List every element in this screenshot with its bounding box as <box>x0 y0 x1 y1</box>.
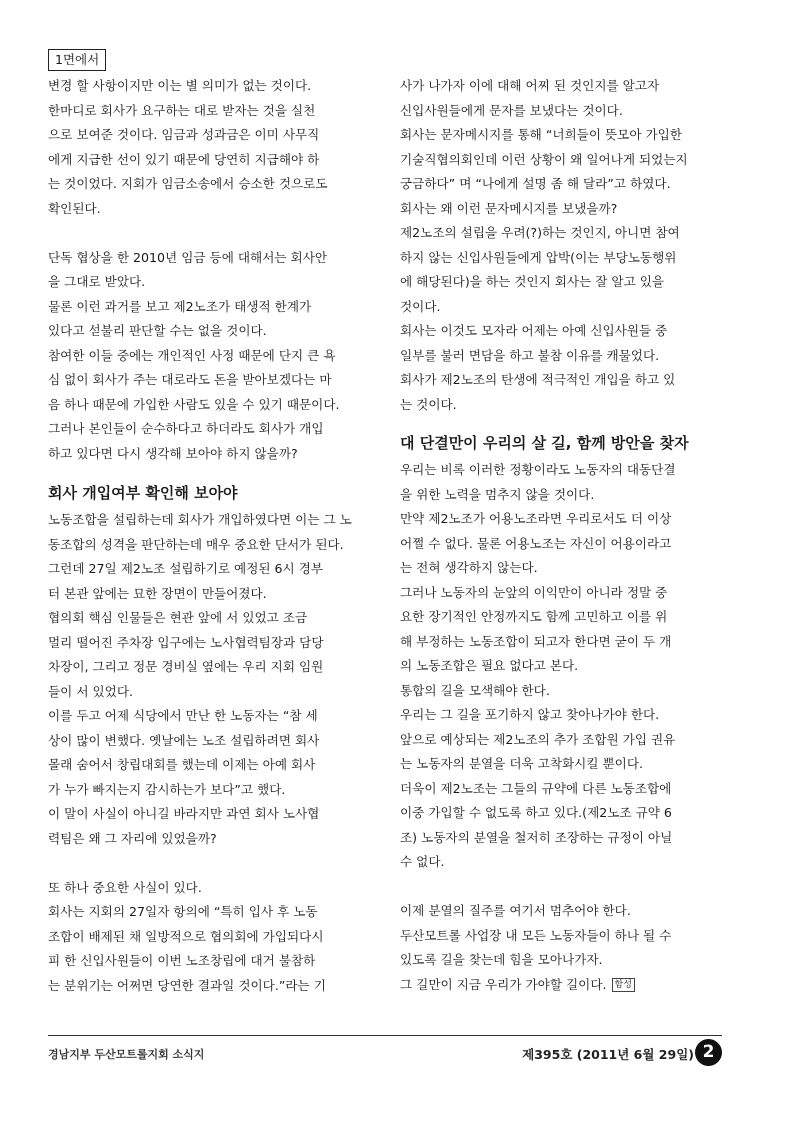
text-line: 더욱이 제2노조는 그들의 규약에 다른 노동조합에 <box>400 780 672 796</box>
text-line: 통합의 길을 모색해야 한다. <box>400 682 550 698</box>
text-line: 에게 지급한 선이 있기 때문에 당연히 지급해야 하 <box>48 151 320 167</box>
text-line: 멀리 떨어진 주차장 입구에는 노사협력팀장과 담당 <box>48 634 324 650</box>
text-line: 는 노동자의 분열을 더욱 고착화시킬 뿐이다. <box>400 756 643 771</box>
text-line: 어쩔 수 없다. 물론 어용노조는 자신이 어용이라고 <box>400 535 672 551</box>
left-para-4 <box>48 876 370 999</box>
text-line: 사가 나가자 이에 대해 어찌 된 것인지를 알고자 <box>400 78 660 93</box>
text-line: 확인된다. <box>48 200 101 216</box>
text-line: 노동조합을 설립하는데 회사가 개입하였다면 이는 그 노 <box>48 512 352 527</box>
text-line: 또 하나 중요한 사실이 있다. <box>48 879 202 895</box>
text-line: 그런데 27일 제2노조 설립하기로 예정된 6시 경부 <box>48 561 324 576</box>
right-column <box>400 74 722 997</box>
text-line: 동조합의 성격을 판단하는데 매우 중요한 단서가 된다. <box>48 536 344 552</box>
text-line: 이를 두고 어제 식당에서 만난 한 노동자는 “참 세 <box>48 708 318 723</box>
text-line: 하고 있다면 다시 생각해 보아야 하지 않을까? <box>48 445 298 461</box>
text-line: 는 것이다. <box>400 396 457 412</box>
text-line: 가 누가 빠지는지 감시하는가 보다”고 했다. <box>48 781 286 797</box>
text-line: 요한 장기적인 안정까지도 함께 고민하고 이를 위 <box>400 609 668 624</box>
page-number: 2 <box>695 1039 722 1066</box>
text-line: 차장이, 그리고 정문 경비실 옆에는 우리 지회 임원 <box>48 659 324 674</box>
text-line: 앞으로 예상되는 제2노조의 추가 조합원 가입 권유 <box>400 731 676 747</box>
text-line: 그러나 본인들이 순수하다고 하더라도 회사가 개입 <box>48 421 324 436</box>
text-line: 으로 보여준 것이다. 임금과 성과금은 이미 사무직 <box>48 127 320 142</box>
text-line: 심 없이 회사가 주는 대로라도 돈을 받아보겠다는 마 <box>48 372 332 387</box>
text-line: 력팀은 왜 그 자리에 있었을까? <box>48 830 217 846</box>
text-line: 조합이 배제된 채 일방적으로 협의회에 가입되다시 <box>48 928 324 944</box>
text-line: 일부를 불러 면담을 하고 불참 이유를 캐물었다. <box>400 347 660 363</box>
text-line: 참여한 이들 중에는 개인적인 사정 때문에 단지 큰 욕 <box>48 347 336 363</box>
left-column <box>48 74 370 998</box>
text-line: 회사는 왜 이런 문자메시지를 보냈을까? <box>400 200 618 216</box>
text-line: 협의회 핵심 인물들은 현관 앞에 서 있었고 조금 <box>48 610 308 625</box>
text-line: 몰래 숨어서 창립대회를 했는데 이제는 아예 회사 <box>48 757 316 772</box>
right-para-1 <box>400 74 722 417</box>
section-heading-great-unity: 대 단결만이 우리의 살 길, 함께 방안을 찾자 <box>400 434 689 452</box>
text-line: 그러나 노동자의 눈앞의 이익만이 아니라 정말 중 <box>400 584 668 600</box>
text-line: 한마디로 회사가 요구하는 대로 받자는 것을 실천 <box>48 102 316 118</box>
text-line: 을 그대로 받았다. <box>48 274 146 289</box>
text-line: 만약 제2노조가 어용노조라면 우리로서도 더 이상 <box>400 511 672 526</box>
text-line: 는 분위기는 어쩌면 당연한 결과일 것이다.”라는 기 <box>48 977 326 993</box>
left-para-1 <box>48 74 370 221</box>
text-line: 터 본관 앞에는 묘한 장면이 만들어졌다. <box>48 585 267 601</box>
left-para-3 <box>48 508 370 851</box>
text-line: 상이 많이 변했다. 옛날에는 노조 설립하려면 회사 <box>48 732 320 748</box>
newsletter-name: 경남지부 두산모트롤지회 소식지 <box>48 1048 205 1061</box>
text-line: 이제 분열의 질주를 여기서 멈추어야 한다. <box>400 903 631 918</box>
right-para-3 <box>400 899 722 997</box>
right-para-2 <box>400 458 722 875</box>
text-line: 있다고 섣불리 판단할 수는 없을 것이다. <box>48 323 267 338</box>
text-line: 해 부정하는 노동조합이 되고자 한다면 굳이 두 개 <box>400 633 672 649</box>
text-line: 있도록 길을 찾는데 힘을 모아나가자. <box>400 952 603 967</box>
text-line: 변경 할 사항이지만 이는 별 의미가 없는 것이다. <box>48 78 312 93</box>
text-line: 우리는 그 길을 포기하지 않고 찾아나가야 한다. <box>400 707 660 722</box>
text-line: 것이다. <box>400 298 441 314</box>
text-line: 피 한 신입사원들이 이번 노조창립에 대거 불참하 <box>48 953 316 968</box>
text-line: 신입사원들에게 문자를 보냈다는 것이다. <box>400 102 623 118</box>
text-line: 회사가 제2노조의 탄생에 적극적인 개입을 하고 있 <box>400 372 676 387</box>
author-signature: 함성 <box>612 978 635 992</box>
text-line: 의 노동조합은 필요 없다고 본다. <box>400 658 579 673</box>
text-line: 수 없다. <box>400 854 445 869</box>
text-line: 음 하나 때문에 가입한 사람도 있을 수 있기 때문이다. <box>48 396 340 412</box>
text-line: 기술직협의회인데 이런 상황이 왜 일어나게 되었는지 <box>400 151 688 167</box>
text-line: 우리는 비록 이러한 정황이라도 노동자의 대동단결 <box>400 462 676 477</box>
text-line: 는 것이었다. 지회가 임금소송에서 승소한 것으로도 <box>48 176 328 191</box>
text-line: 회사는 이것도 모자라 어제는 아예 신입사원들 중 <box>400 323 668 338</box>
section-heading-company-intervention: 회사 개입여부 확인해 보아야 <box>48 484 238 502</box>
text-line: 을 위한 노력을 멈추지 않을 것이다. <box>400 486 595 502</box>
text-line: 는 전혀 생각하지 않는다. <box>400 560 538 575</box>
text-line: 이중 가입할 수 없도록 하고 있다.(제2노조 규약 6 <box>400 805 672 820</box>
text-line: 에 해당된다)을 하는 것인지 회사는 잘 알고 있을 <box>400 274 665 289</box>
text-line: 회사는 문자메시지를 통해 “너희들이 뜻모아 가입한 <box>400 127 683 142</box>
text-line: 제2노조의 설립을 우려(?)하는 것인지, 아니면 참여 <box>400 225 680 240</box>
text-line: 들이 서 있었다. <box>48 683 134 699</box>
footer-rule <box>48 1035 722 1036</box>
text-line: 물론 이런 과거를 보고 제2노조가 태생적 한계가 <box>48 298 312 314</box>
text-line: 이 말이 사실이 아니길 바라지만 과연 회사 노사협 <box>48 806 320 821</box>
left-para-2 <box>48 246 370 467</box>
continued-from-tag: 1면에서 <box>48 49 106 71</box>
text-line: 단독 협상을 한 2010년 임금 등에 대해서는 회사안 <box>48 249 328 265</box>
text-line: 궁금하다” 며 “나에게 설명 좀 해 달라”고 하였다. <box>400 176 671 191</box>
text-line: 두산모트롤 사업장 내 모든 노동자들이 하나 될 수 <box>400 927 672 943</box>
text-line: 그 길만이 지금 우리가 가야할 길이다. 함성 <box>400 973 722 998</box>
issue-info: 제395호 (2011년 6월 29일) <box>522 1047 694 1062</box>
text-line: 하지 않는 신입사원들에게 압박(이는 부당노동행위 <box>400 249 677 265</box>
text-line: 회사는 지회의 27일자 항의에 “특히 입사 후 노동 <box>48 904 318 919</box>
text-line: 조) 노동자의 분열을 철저히 조장하는 규정이 아닐 <box>400 829 673 845</box>
